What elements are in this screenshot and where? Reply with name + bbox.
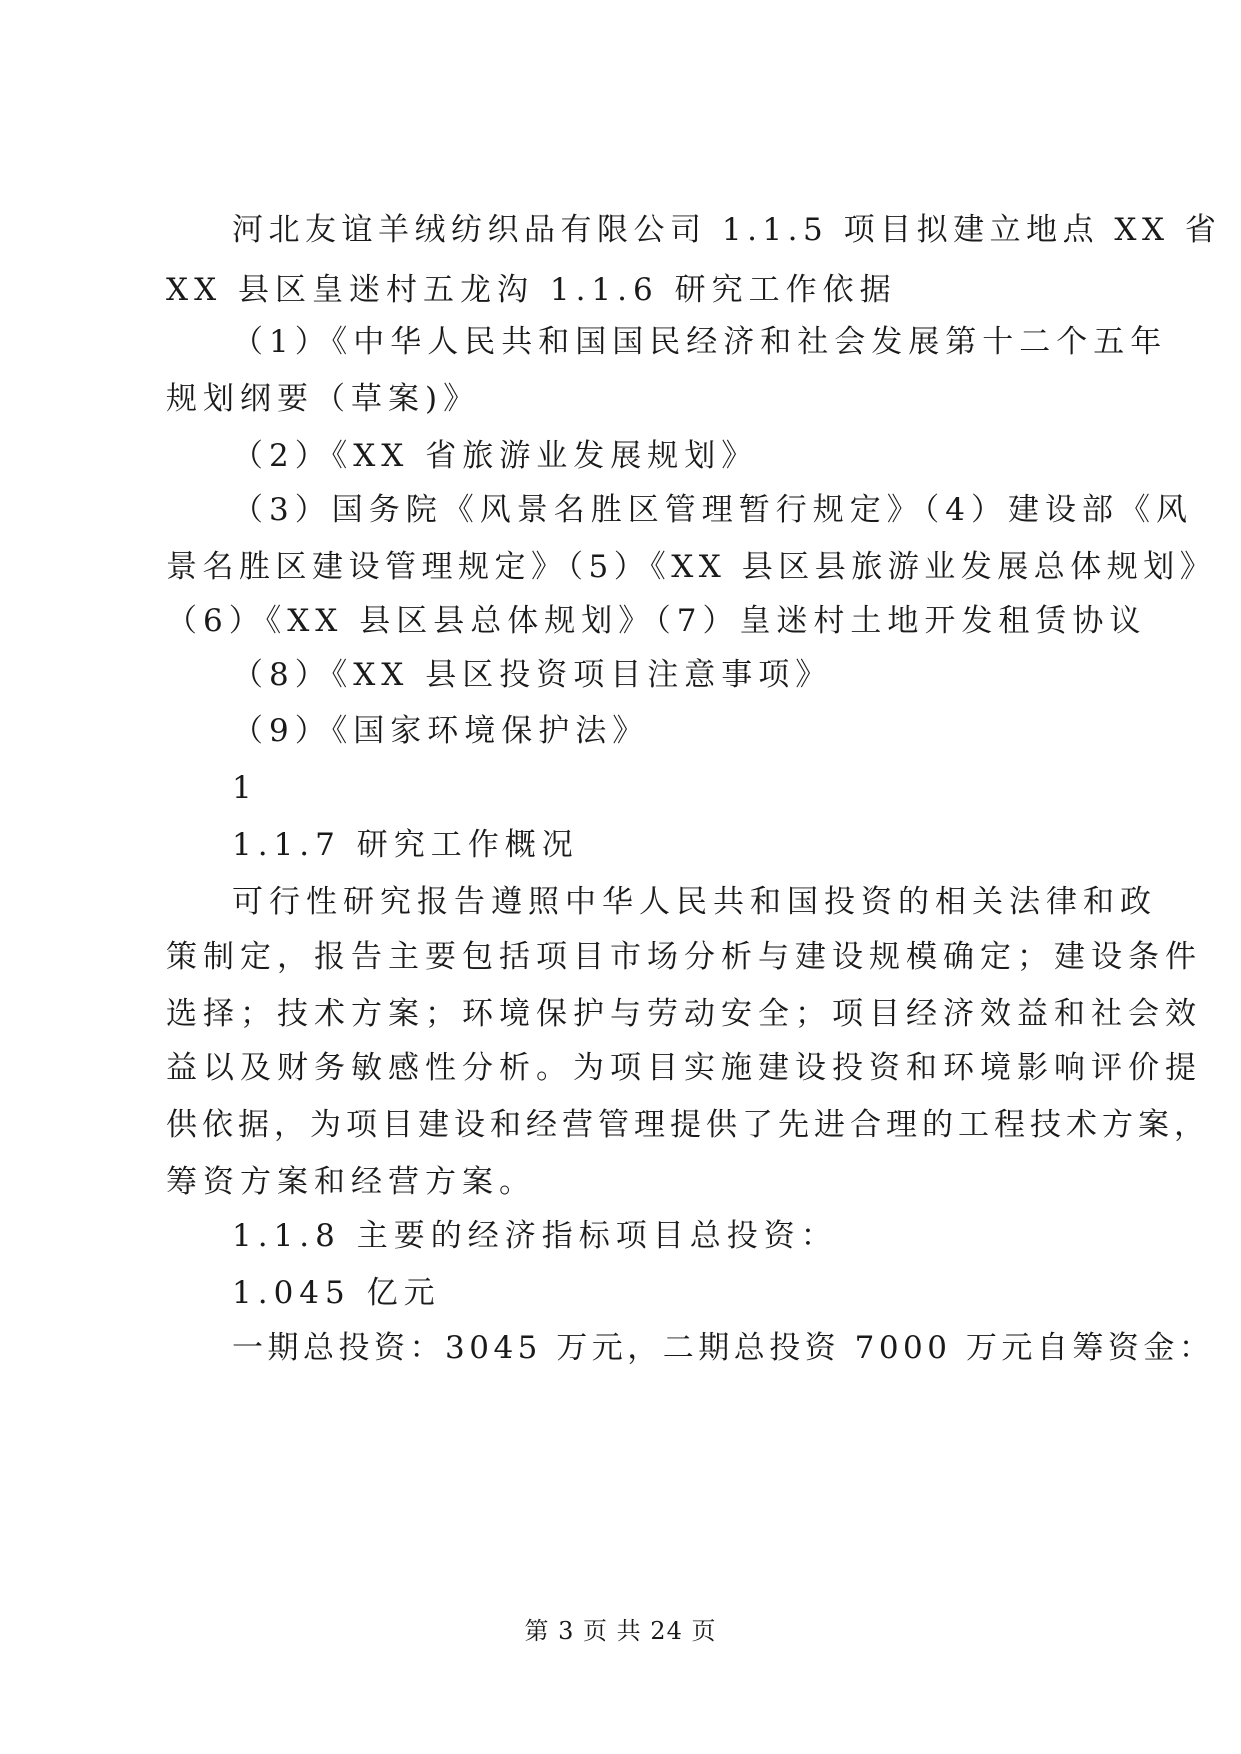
page-footer: 第 3 页 共 24 页	[524, 1617, 717, 1645]
text-line: 一期总投资：3045 万元，二期总投资 7000 万元自筹资金：	[232, 1330, 1215, 1366]
text-line: 筹资方案和经营方案。	[166, 1164, 536, 1200]
text-line: 策制定，报告主要包括项目市场分析与建设规模确定；建设条件	[166, 939, 1202, 975]
section-heading: 1.1.7 研究工作概况	[232, 827, 579, 863]
text-line: （6）《XX 县区县总体规划》（7）皇迷村土地开发租赁协议	[166, 603, 1147, 639]
text-line: 益以及财务敏感性分析。为项目实施建设投资和环境影响评价提	[166, 1050, 1202, 1086]
text-line: 1.045 亿元	[232, 1275, 441, 1311]
section-heading: 1.1.8 主要的经济指标项目总投资：	[232, 1218, 838, 1254]
text-line: 规划纲要（草案)》	[166, 381, 481, 417]
text-line: 可行性研究报告遵照中华人民共和国投资的相关法律和政	[232, 884, 1157, 920]
text-line: （3）国务院《风景名胜区管理暂行规定》（4）建设部《风	[232, 492, 1193, 528]
text-line: 河北友谊羊绒纺织品有限公司 1.1.5 项目拟建立地点 XX 省	[232, 212, 1222, 248]
text-line: （8）《XX 县区投资项目注意事项》	[232, 657, 833, 693]
page-marker: 1	[232, 770, 258, 806]
text-line: （2）《XX 省旅游业发展规划》	[232, 438, 759, 474]
text-line: （1）《中华人民共和国国民经济和社会发展第十二个五年	[232, 324, 1168, 360]
text-line: 选择；技术方案；环境保护与劳动安全；项目经济效益和社会效	[166, 996, 1202, 1032]
text-line: 供依据，为项目建设和经营管理提供了先进合理的工程技术方案，	[166, 1107, 1210, 1143]
text-line: 景名胜区建设管理规定》（5）《XX 县区县旅游业发展总体规划》	[166, 549, 1217, 585]
text-line: （9）《国家环境保护法》	[232, 713, 650, 749]
text-line: XX 县区皇迷村五龙沟 1.1.6 研究工作依据	[166, 272, 897, 308]
